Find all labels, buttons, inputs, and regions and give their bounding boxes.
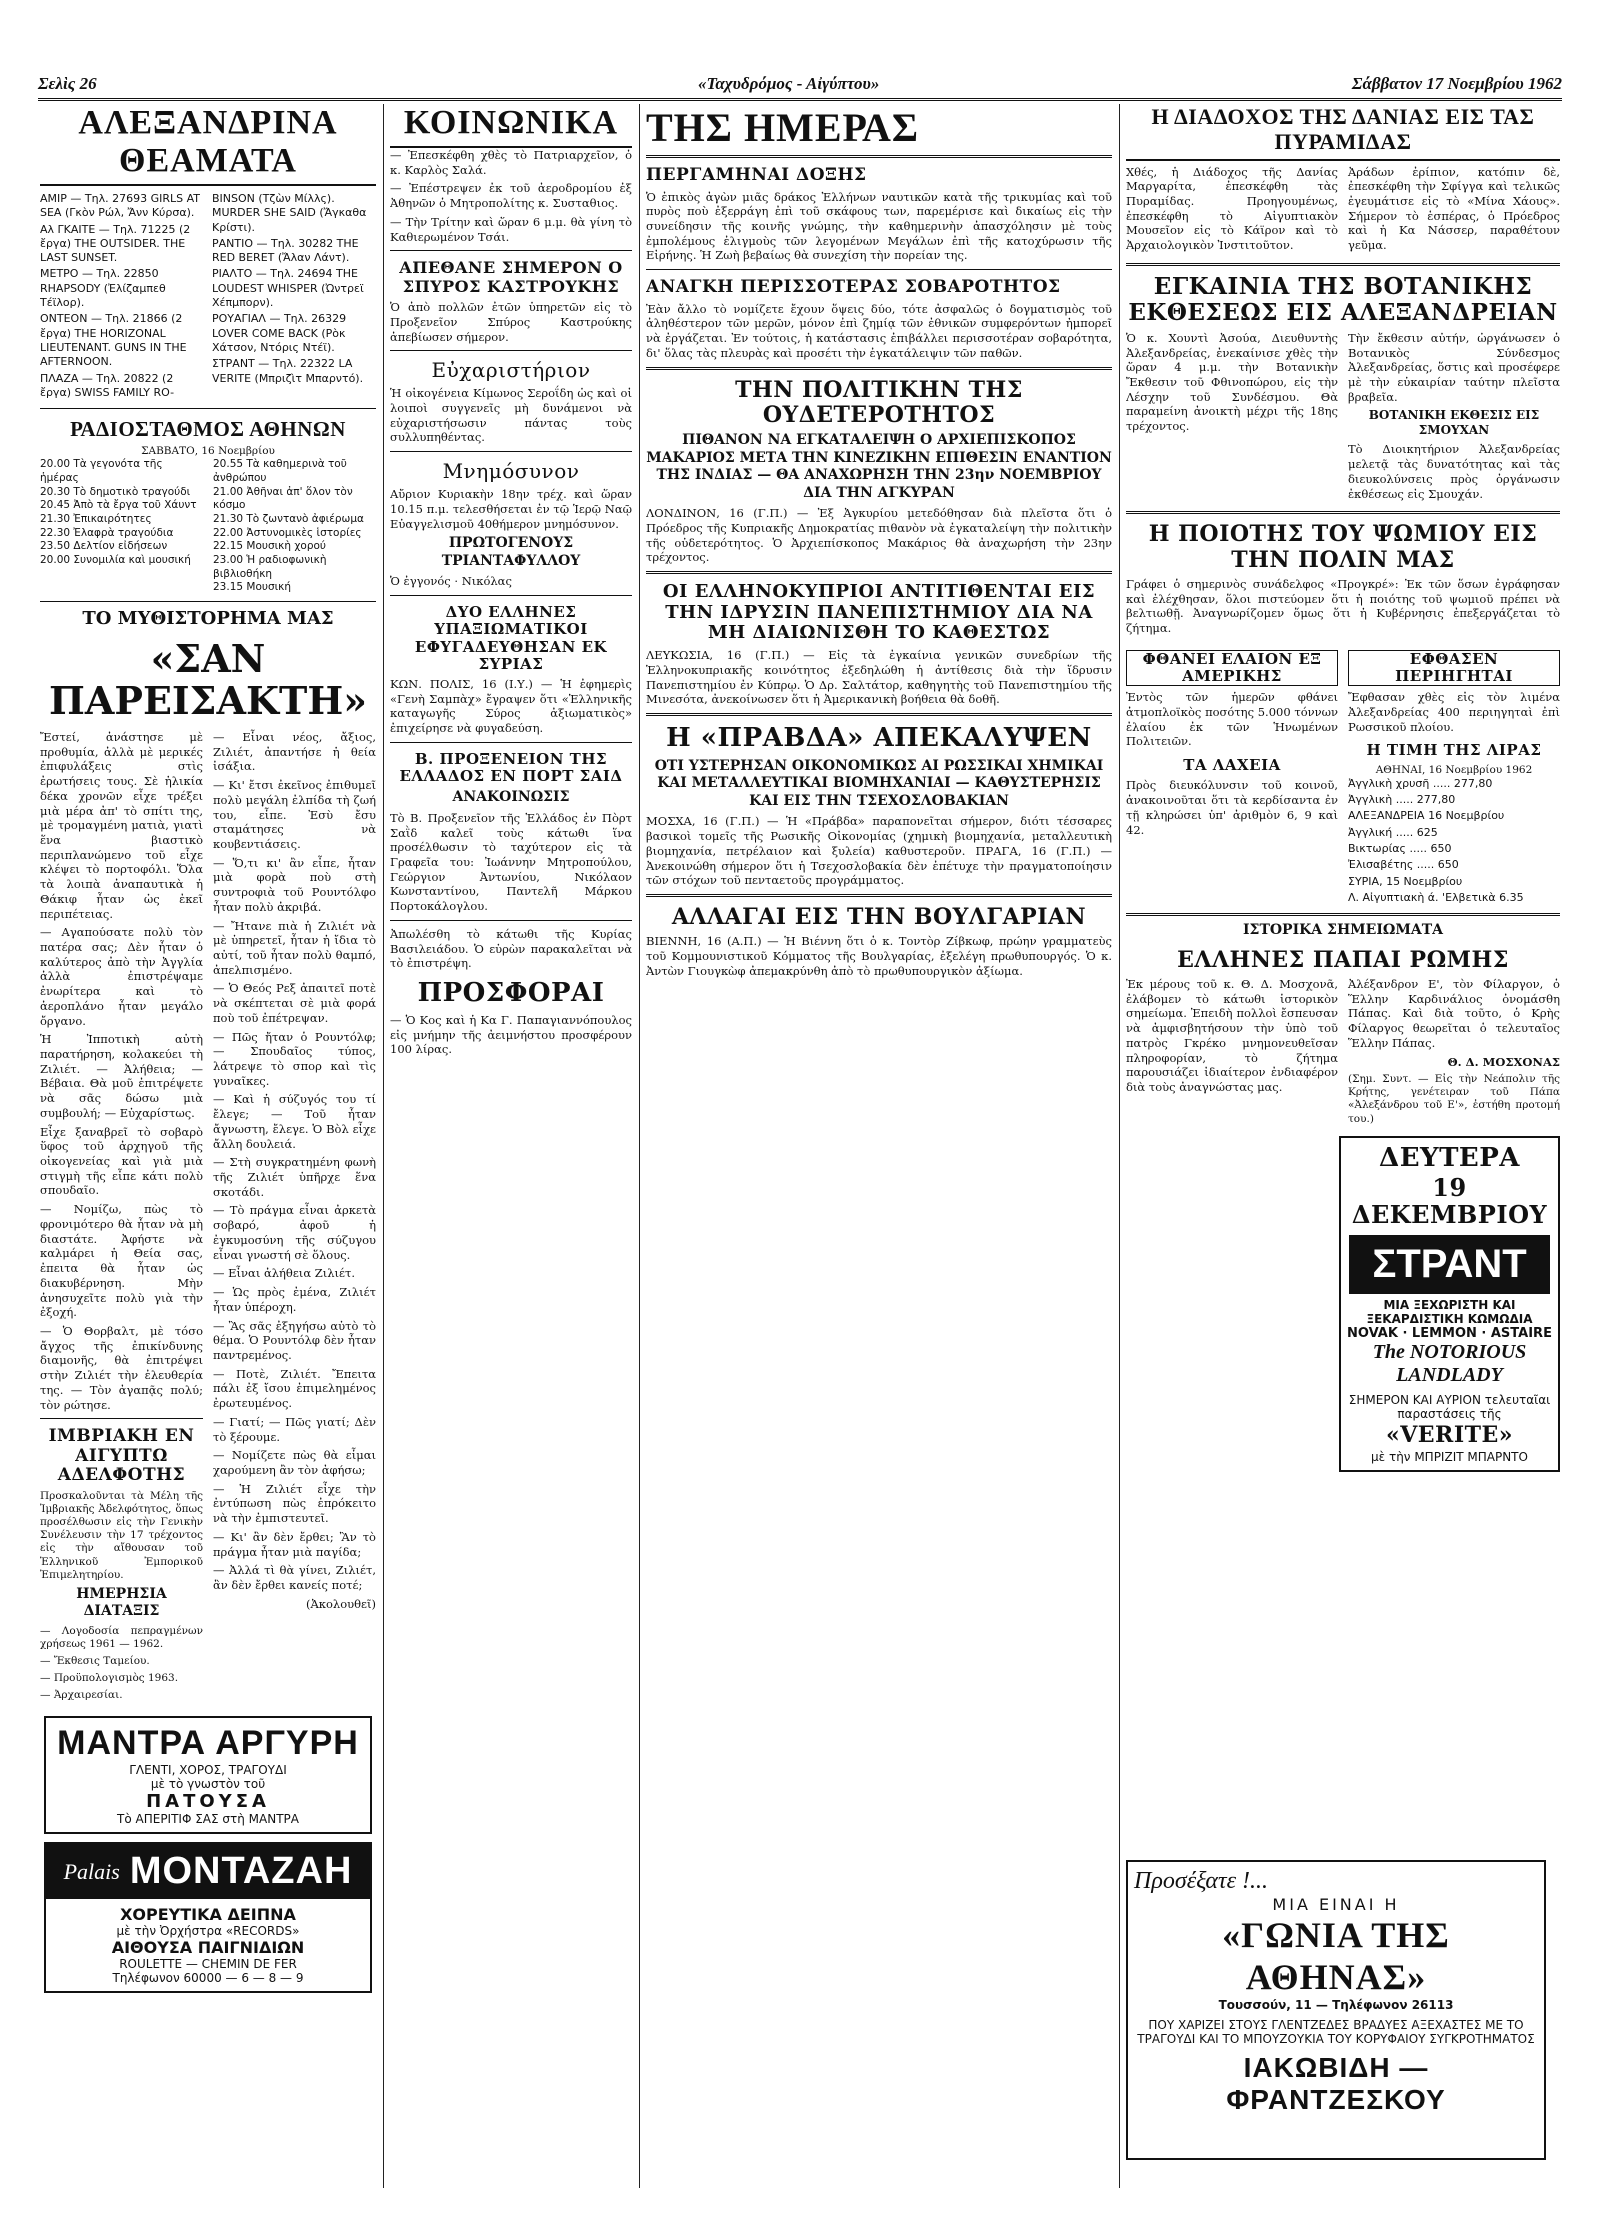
neutrality-subtitle: ΠΙΘΑΝΟΝ ΝΑ ΕΓΚΑΤΑΛΕΙΨΗ Ο ΑΡΧΙΕΠΙΣΚΟΠΟΣ ΜΑΚΑΡΙΟΣ ΜΕΤΑ ΤΗΝ ΚΙΝΕΖΙΚΗΝ ΕΠΙΘΕΣΙΝ ΕΝΑΝΤΙΟΝ ΤΗΣ ΙΝΔΙΑΣ — ΘΑ ΑΝΑΧΩΡΗΣΗ ΤΗΝ 23ην ΝΟΕΜΒΡΙΟΥ ΔΙΑ ΤΗΝ ΑΓΚΥΡΑΝ [646,432,1112,501]
novel-paragraph: — Ὁ Θεός Ρεξ ἀπαιτεῖ ποτὲ νὰ σκέπτεται σὲ μιὰ φορά ποὺ τοῦ ἐπέτρεψαν. [213,981,376,1025]
officers-title: ΔΥΟ ΕΛΛΗΝΕΣ ΥΠΑΞΙΩΜΑΤΙΚΟΙ ΕΦΥΓΑΔΕΥΘΗΣΑΝ ΕΚ ΣΥΡΙΑΣ [414,603,608,673]
editorial-title: ΠΕΡΓΑΜΗΝΑΙ ΔΟΞΗΣ [646,165,867,185]
athena-group: ΙΑΚΩΒΙΔΗ — ΦΡΑΝΤΖΕΣΚΟΥ [1226,2052,1446,2115]
strand-date: 19 ΔΕΚΕΜΒΡΙΟΥ [1351,1172,1548,1230]
novel-paragraph: — Τὸ πράγμα εἶναι ἀρκετὰ σοβαρό, ἀφοῦ ἡ ἐγκυμοσύνη τῆς σύζυγου εἶναι γνωστή σὲ ὅλους. [213,1203,376,1262]
offerings-title: ΠΡΟΣΦΟΡΑΙ [417,978,605,1009]
imbriaki-agenda-title: ΗΜΕΡΗΣΙΑ ΔΙΑΤΑΞΙΣ [76,1585,167,1620]
cinema-listing: BINSON (Τζὼν Μίλλς). MURDER SHE SAID (Ἄγκαθα Κρίστι). [212,192,367,234]
ad-mantra [44,1716,372,1834]
cinema-listing: ΡΟΥΑΓΙΑΛ — Τηλ. 26329 LOVER COME BACK (Ρὸκ Χάτσον, Ντόρις Ντέϊ). [212,312,347,354]
radio-item: 23.00 Ἡ ραδιοφωνικὴ βιβλιοθήκη [213,553,327,580]
section-title-social: ΚΟΙΝΩΝΙΚΑ [390,104,632,148]
bread-text: Γράφει ὁ σημερινὸς συνάδελφος «Προγκρέ»: Ἐκ τῶν ὅσων ἐγράφησαν καὶ ἐλέχθησαν, ὅλοι πιστεύομεν ὅτι ἡ ποιότης τοῦ ψωμιοῦ πρέπει νὰ βελτιωθῇ. Ἀναγνωρίζομεν ὅμως ὅτι ἡ Κυβέρνησις ἐπεξεργάζεται τὸ ζήτημα. [1126,576,1560,635]
novel-paragraph: Ἔστεί, ἀνάστησε μὲ προθυμία, ἀλλὰ μὲ μερικές ἐπιφυλάξεις στὶς ἐρωτήσεις τους. Σὲ ἡλικία δέκα χρονῶν εἶχε τρέξει μιὰ μέρα ἀπ' τὸ σπίτι της, μὲ τρομαγμένη ματιὰ, γιατὶ ἕνα βιαστικὸ περιπλανώμενο τοῦ εἶχε κλέψει τὸ πορτοφόλι. Ὅλα τὰ λοιπὰ ἀναπαυτικὰ ἡ Θάκιφ ἦταν ὡς ἐκεῖ περιπέτειας. [40,729,203,921]
radio-item: 23.50 Δελτίον εἰδήσεων [40,540,168,553]
thanks-text: Ἡ οἰκογένεια Κίμωνος Σεροΐδη ὡς καὶ οἱ λοιποὶ συγγενεῖς μὴ δυνάμενοι νὰ εὐχαριστήσωσιν πάντας τοὺς συλλυπηθέντας. [390,386,632,445]
radio-item: 23.15 Μουσική [213,581,292,594]
pravda-text: ΜΟΣΧΑ, 16 (Γ.Π.) — Ἡ «Πράβδα» παραπονεῖται σήμερον, διότι τέσσαρες βασικοὶ τομεῖς τῆς Ρωσικῆς Οἰκονομίας (χημικὴ βιομηχανία, μεταλλευτικὴ βιομηχανία, πετρέλαιον καὶ ξυλεία) καθυστεροῦν. ΠΡΑΓΑ, 16 (Γ.Π.) — Ἀνεκοινώθη σήμερον ὅτι ἡ Τσεχοσλοβακία δὲν ἐπέτυχε τὴν πραγματοποίησιν τῶν στόχων τοῦ πενταετοῦς προγράμματος. [646,814,1112,888]
palais-line: μὲ τὴν Ὀρχήστρα «RECORDS» [116,1924,300,1939]
cinema-listing: ΑΜΙΡ — Τηλ. 27693 GIRLS AT SEA (Γκὸν Ρώλ, Ἄνν Κύρσα). [40,192,200,220]
radio-item: 20.45 Ἀπὸ τὰ ἔργα τοῦ Χάυντ [40,499,197,512]
issue-date: Σάββατον 17 Νοεμβρίου 1962 [1351,74,1562,93]
cinema-listing: Αλ ΓΚΑΙΤΕ — Τηλ. 71225 (2 ἔργα) THE OUTSIDER. THE LAST SUNSET. [40,222,191,265]
novel-paragraph: — Νομίζω, πὼς τὸ φρονιμότερο θὰ ἦταν νὰ μὴ διαστάτε. Ἀφήστε νὰ καλμάρει ἡ Θεία σας, ἐπειτα θὰ ἦταν ὡς διακυβέρνηση. Μὴν ἀνησυχεῖτε πολὺ γιὰ τὴν ἐξοχή. [40,1202,203,1320]
novel-body [40,730,376,1706]
palais-line: Τηλέφωνον 60000 — 6 — 8 — 9 [112,1971,304,1986]
memorial-sign: Ὁ ἐγγονός · Νικόλας [390,574,512,589]
botanical-body [1126,331,1560,505]
section-title-day: ΤΗΣ ΗΜΕΡΑΣ [646,104,1112,158]
novel-paragraph: — Κι' ἔτσι ἐκεῖνος ἐπιθυμεῖ πολὺ μεγάλη ἐλπίδα τὴ ζωή του, εἶπε. Ἐσὺ ἔσυ σταμάτησες νὰ κουβεντιάσεις. [213,778,376,851]
novel-paragraph: — Εἶναι νέος, ἄξιος, Ζιλιέτ, ἀπαντήσε ἡ θεία ἰσάξια. [213,729,376,774]
athena-address: Τουσσούν, 11 — Τηλέφωνον 26113 [1218,1998,1454,2012]
botanical-notice: Τὸ Διοικητήριον Ἀλεξανδρείας μελετᾷ τὰς δυνατότητας καὶ τὰς διευκολύνσεις πρὸς ὀργάνωσιν ἐκθέσεως εἰς Σμουχάν. [1348,442,1560,501]
editorial-title: ΑΝΑΓΚΗ ΠΕΡΙΣΣΟΤΕΡΑΣ ΣΟΒΑΡΟΤΗΤΟΣ [646,277,1061,298]
page-number: Σελὶς 26 [38,74,97,93]
novel-paragraph: — Ὅ,τι κι' ἂν εἶπε, ἦταν μιὰ φορὰ ποὺ στὴ συντροφιὰ τοῦ Ρουντόλφο ἦταν πολὺ ἀκριβά. [213,855,376,914]
imbriaki-title: ΙΜΒΡΙΑΚΗ ΕΝ ΑΙΓΥΠΤΩ ΑΔΕΛΦΟΤΗΣ [48,1426,195,1486]
lira-row: ΑΛΕΞΑΝΔΡΕΙΑ 16 Νοεμβρίου [1348,809,1505,823]
neutrality-title: ΤΗΝ ΠΟΛΙΤΙΚΗΝ ΤΗΣ ΟΥΔΕΤΕΡΟΤΗΤΟΣ [735,376,1023,428]
novel-paragraph: — Ὡς πρὸς ἐμένα, Ζιλιέτ ἦταν ὑπέροχη. [213,1285,376,1314]
column-rule [639,104,640,2188]
consulate-text: Τὸ Β. Προξενεῖον τῆς Ἑλλάδος ἐν Πὸρτ Σαῒδ καλεῖ τοὺς κάτωθι ἵνα προσέλθωσιν τὸ ταχύτερον εἰς τὰ Γραφεῖα του: Ἰωάννην Μητροπούλου, Γεώργιον Ἀντωνίου, Νικόλαον Κωνσταντίνου, Παντελῆ Μάρκου Πορτοκάλογλου. [390,810,632,914]
imbriaki-text: Προσκαλοῦνται τὰ Μέλη τῆς Ἰμβριακῆς Ἀδελφότητος, ὅπως προσέλθωσιν εἰς τὴν Γενικὴν Συνέλευσιν τὴν 17 τρέχοντος εἰς τὴν αἴθουσαν τοῦ Ἑλληνικοῦ Ἐμπορικοῦ Ἐπιμελητηρίου. [40,1489,203,1581]
masthead [38,72,1562,101]
mantra-title: ΜΑΝΤΡΑ ΑΡΓΥΡΗ [57,1724,359,1763]
radio-schedule [40,458,376,594]
pravda-title: Η «ΠΡΑΒΔΑ» ΑΠΕΚΑΛΥΨΕΝ [666,722,1092,753]
radio-item: 21.30 Ἐπικαιρότητες [40,512,152,525]
cinema-listing: ΡΑΝΤΙΟ — Τηλ. 30282 THE RED BERET (Ἄλαν Λάντ). [212,236,359,265]
strand-stars: NOVAK · LEMMON · ASTAIRE [1347,1325,1552,1341]
palais-header [46,1844,370,1899]
cinema-listing: ΟΝΤΕΟΝ — Τηλ. 21866 (2 ἔργα) THE HORIZONAL LIEUTENANT. GUNS IN THE AFTERNOON. [40,312,187,369]
obituary-title: ΑΠΕΘΑΝΕ ΣΗΜΕΡΟΝ Ο ΣΠΥΡΟΣ ΚΑΣΤΡΟΥΚΗΣ [399,258,623,296]
strand-star: μὲ τὴν ΜΠΡΙΖΙΤ ΜΠΑΡΝΤΟ [1371,1450,1528,1465]
strand-film: The NOTORIOUS LANDLADY [1372,1340,1527,1386]
ad-strand [1339,1136,1560,1472]
novel-paragraph: Ἡ Ἰπποτικὴ αὐτὴ παρατήρηση, κολακεύει τὴ Ζιλιέτ. — Ἀλήθεια; — Βέβαια. Θὰ μοῦ ἐπιτρέψετε νὰ σᾶς δώσω μιὰ συμβουλή; — Εὐχαρίστως. [40,1032,203,1120]
palais-line: ROULETTE — CHEMIN DE FER [119,1957,297,1972]
radio-item: 20.00 Συνομιλία καὶ μουσική [40,553,191,566]
thanks-title: Εὐχαριστήριον [431,358,591,383]
column-rule [1119,104,1120,2188]
lira-row: Λ. Αἰγυπτιακὴ ά. 'Ελβετικὰ 6.35 [1348,890,1524,904]
cinema-listing: ΣΤΡΑΝΤ — Τηλ. 22322 LA VERITE (Μπριζὶτ Μπαρντό). [212,357,364,385]
history-signature: Θ. Δ. ΜΟΣΧΟΝΑΣ [1447,1054,1560,1069]
cinema-listing: ΡΙΑΛΤΟ — Τηλ. 24694 THE LOUDEST WHISPER (Ὠντρεϊ Χέπμπορν). [212,267,364,310]
section-title-theatres: ΑΛΕΞΑΝΔΡΙΝΑ ΘΕΑΜΑΤΑ [40,104,376,186]
athena-pre: Προσέξατε !... [1134,1868,1269,1894]
bulgaria-title: ΑΛΛΑΓΑΙ ΕΙΣ ΤΗΝ ΒΟΥΛΓΑΡΙΑΝ [671,903,1087,930]
novel-continued: (Ἀκολουθεῖ) [306,1596,376,1611]
botanical-text: Τὴν ἔκθεσιν αὐτήν, ὠργάνωσεν ὁ Βοτανικὸς Σύνδεσμος Ἀλεξανδρείας, ὅστις καὶ προσέφερε μὲ τὴν εὐκαιρίαν ταύτην πλεῖστα βραβεῖα. [1348,330,1560,404]
novel-paragraph: — Καὶ ἡ σύζυγός του τί ἔλεγε; — Τοῦ ἦταν ἄγνωστη, ἔλεγε. Ὁ Βὸλ εἶχε ἄλλη δουλειά. [213,1092,376,1151]
strand-today: ΣΗΜΕΡΟΝ ΚΑΙ ΑΥΡΙΟΝ τελευταῖαι παραστάσεις τῆς [1348,1392,1551,1421]
lira-title: Η ΤΙΜΗ ΤΗΣ ΛΙΡΑΣ [1366,741,1542,760]
novel-paragraph: — Στὴ συγκρατημένη φωνὴ τῆς Ζιλιέτ ὑπῆρχε ἕνα σκοτάδι. [213,1155,376,1199]
radio-item: 20.55 Τὰ καθημερινὰ τοῦ ἀνθρώπου [213,458,347,485]
princess-title: Η ΔΙΑΔΟΧΟΣ ΤΗΣ ΔΑΝΙΑΣ ΕΙΣ ΤΑΣ ΠΥΡΑΜΙΔΑΣ [1126,104,1560,161]
agenda-item: — Ἀρχαιρεσίαι. [40,1689,123,1702]
strand-date: ΔΕΥΤΕΡΑ [1379,1142,1520,1173]
palais-name: ΜΟΝΤΑΖΑΗ [129,1850,353,1893]
cyprus-title: ΟΙ ΕΛΛΗΝΟΚΥΠΡΙΟΙ ΑΝΤΙΤΙΘΕΝΤΑΙ ΕΙΣ ΤΗΝ ΙΔΡΥΣΙΝ ΠΑΝΕΠΙΣΤΗΜΙΟΥ ΔΙΑ ΝΑ ΜΗ ΔΙΑΙΩΝΙΣΘΗ ΤΟ ΚΑΘΕΣΤΩΣ [662,581,1096,644]
offerings-text: — Ὁ Κος καὶ ἡ Κα Γ. Παπαγιαννόπουλος εἰς μνήμην τῆς ἀειμνήστου προσφέρουν 100 λίρας. [390,1012,632,1057]
radio-item: 20.00 Τὰ γεγονότα τῆς ἡμέρας [40,458,163,485]
memorial-title: Μνημόσυνον [442,459,580,484]
column-rule [383,104,384,2188]
bread-title: Η ΠΟΙΟΤΗΣ ΤΟΥ ΨΩΜΙΟΥ ΕΙΣ ΤΗΝ ΠΟΛΙΝ ΜΑΣ [1148,521,1538,573]
lira-row: Ἀγγλική ..... 625 [1348,825,1438,839]
radio-item: 22.15 Μουσικὴ χορού [213,540,326,553]
lottery-title: ΤΑ ΛΑΧΕΙΑ [1183,756,1281,775]
lira-row: Ἐλισαβέτης ..... 650 [1348,858,1459,872]
palais-line: ΧΟΡΕΥΤΙΚΑ ΔΕΙΠΝΑ [120,1905,296,1925]
history-kicker: ΙΣΤΟΡΙΚΑ ΣΗΜΕΙΩΜΑΤΑ [1243,922,1443,939]
pravda-subtitle: ΟΤΙ ΥΣΤΕΡΗΣΑΝ ΟΙΚΟΝΟΜΙΚΩΣ ΑΙ ΡΩΣΣΙΚΑΙ ΧΗΜΙΚΑΙ ΚΑΙ ΜΕΤΑΛΛΕΥΤΙΚΑΙ ΒΙΟΜΗΧΑΝΙΑΙ — ΚΑΘΥΣΤΕΡΗΣΙΣ ΚΑΙ ΕΙΣ ΤΗΝ ΤΣΕΧΟΣΛΟΒΑΚΙΑΝ [654,757,1104,809]
news-briefs [1126,642,1560,907]
cinema-listing: ΠΛΑΖΑ — Τηλ. 20822 (2 ἔργα) SWISS FAMILY RO- [40,371,175,399]
memorial-text: Αὔριον Κυριακὴν 18ην τρέχ. καὶ ὥραν 10.15 π.μ. τελεσθήσεται ἐν τῷ Ἱερῷ Ναῷ Εὐαγγελισμοῦ 40θήμερον μνημόσυνον. [390,487,632,531]
bottom-ads [1126,1136,1560,1472]
strand-tagline: ΜΙΑ ΞΕΧΩΡΙΣΤΗ ΚΑΙ ΞΕΚΑΡΔΙΣΤΙΚΗ ΚΩΜΩΔΙΑ [1366,1297,1533,1326]
mantra-line: Τὸ ΑΠΕΡΙΤΙΦ ΣΑΣ στὴ ΜΑΝΤΡΑ [117,1812,299,1827]
radio-item: 20.30 Τὸ δημοτικὸ τραγούδι [40,485,191,498]
history-text: Ἀλέξανδρον Ε', τὸν Φίλαργον, ὁ Ἕλλην Καρδινάλιος ὀνομάσθη Πάπας. Καὶ διὰ τοῦτο, ὁ Κρὴς Φίλαργος θεωρεῖται ὁ τελευταῖος Ἕλλην Πάπας. [1348,976,1560,1050]
athena-text: ΠΟΥ ΧΑΡΙΖΕΙ ΣΤΟΥΣ ΓΛΕΝΤΖΕΔΕΣ ΒΡΑΔΥΕΣ ΑΞΕΧΑΣΤΕΣ ΜΕ ΤΟ ΤΡΑΓΟΥΔΙ ΚΑΙ ΤΟ ΜΠΟΥΖΟΥΚΙΑ ΤΟΥ ΚΟΡΥΦΑΙΟΥ ΣΥΓΚΡΟΤΗΜΑΤΟΣ [1137,2018,1535,2046]
editorial-text: Ὁ ἐπικὸς ἀγὼν μιᾶς δράκος Ἑλλήνων ναυτικῶν κατὰ τῆς τρικυμίας καὶ τοῦ πυρὸς ποὺ ἐξερράγη ἐπὶ τοῦ σκάφους των, παρεμέρισε καὶ δικαίως εἰς τὴν συνείδησιν τῆς κοινῆς γνώμης, τὴν καθημερινὴν ἀπασχόλησιν μὲ τοὺς ἐμπολέμους ἐλιγμοὺς τῶν λεγομένων Μεγάλων ἐπὶ τῆς κατοχύρωσιν τῆς Εἰρήνης. Ἡ Ζωὴ βεβαίως θὰ συνεχίση τὴν πορείαν της. [646,189,1112,263]
newspaper-name: «Ταχυδρόμος - Αἰγύπτου» [698,74,880,93]
princess-text: Χθές, ἡ Διάδοχος τῆς Δανίας Μαργαρίτα, ἐπεσκέφθη τὰς Πυραμίδας. Προηγουμένως, ἐπεσκέφθη τὸ Αἰγυπτιακὸν Μουσεῖον εἰς τὸ Κάϊρον καὶ τὸ Ἀρχαιολογικὸν Ἰνστιτοῦτον. [1126,164,1338,253]
novel-paragraph: — Εἶναι ἀλήθεια Ζιλιέτ. [213,1266,356,1281]
radio-item: 21.00 Ἀθῆναι ἀπ' ὅλον τὸν κόσμο [213,485,353,512]
strand-logo: ΣΤΡΑΝΤ [1349,1235,1549,1294]
radio-title: ΡΑΔΙΟΣΤΑΘΜΟΣ ΑΘΗΝΩΝ [70,417,346,442]
novel-paragraph: — Πῶς ἤταν ὁ Ρουντόλφ; — Σπουδαῖος τύπος, λάτρεψε τὸ σπορ καὶ τὶς γυναῖκες. [213,1029,376,1088]
officers-text: ΚΩΝ. ΠΟΛΙΣ, 16 (Ι.Υ.) — Ἡ ἐφημερὶς «Γενὴ Σαμπὰχ» ἔγραψεν ὅτι «Ἑλληνικῆς καταγωγῆς Σύρος ἀξιωματικὸς» ἐπιχείρησε νὰ φυγαδεύση. [390,677,632,736]
novel-paragraph: — Αγαπούσατε πολὺ τὸν πατέρα σας; Δὲν ἦταν ὁ καλύτερος ἀπὸ τὴν Ἀγγλία ἀλλὰ ἐπιστρέψαμε ἐνωρίτερα καὶ τὸ ἀεροπλάνο ἦταν μεγάλο ὄργανο. [40,925,203,1028]
princess-body [1126,165,1560,257]
history-body [1126,977,1560,1130]
novel-kicker: ΤΟ ΜΥΘΙΣΤΟΡΗΜΑ ΜΑΣ [82,607,334,629]
bulgaria-text: ΒΙΕΝΝΗ, 16 (Α.Π.) — Ἡ Βιέννη ὅτι ὁ κ. Τοντὸρ Ζίβκωφ, πρώην γραμματεὺς τοῦ Κομμουνιστικοῦ Κόμματος τῆς Βουλγαρίας, ἐξελέγη πρωθυπουργός. Ὁ κ. Ἀντὼν Γιουγκὼφ ἀπεμακρύνθη ἀπὸ τὸ πρωθυπουργικὸν ἀξίωμα. [646,934,1112,978]
novel-paragraph: — Νομίζετε πὼς θὰ εἶμαι χαρούμενη ἂν τὸν ἀφήσω; [213,1448,376,1477]
column-social [390,104,632,2184]
tourists-title: ΕΦΘΑΣΕΝ ΠΕΡΙΗΓΗΤΑΙ [1348,650,1560,687]
lira-row: ΣΥΡΙΑ, 15 Νοεμβρίου [1348,874,1463,888]
oil-title: ΦΘΑΝΕΙ ΕΛΑΙΟΝ ΕΞ ΑΜΕΡΙΚΗΣ [1126,650,1338,687]
ad-gonia-athinas [1126,1860,1546,2160]
history-text: Ἐκ μέρους τοῦ κ. Θ. Δ. Μοσχονᾶ, ἐλάβομεν τὸ κάτωθι ἱστορικὸν σημείωμα. Ἐπειδὴ πολλοὶ ἔσπευσαν νὰ ἀμφισβητήσουν τὴν ὑπὸ τοῦ πατρὸς Γκρέκο μνημονευθεῖσαν πληροφορίαν, τὸ ζήτημα παρουσιάζει ἰδιαίτερον ἐνδιαφέρον διὰ τοὺς ἀναγνώστας μας. [1126,976,1338,1094]
radio-item: 21.30 Τὸ ζωντανὸ ἀφιέρωμα [213,512,364,525]
mantra-line: ΓΛΕΝΤΙ, ΧΟΡΟΣ, ΤΡΑΓΟΥΔΙ [129,1763,287,1778]
novel-paragraph: — Ποτὲ, Ζιλιέτ. Ἔπειτα πάλι ἐξ ἴσου ἐπιμελημένος ἐρωτευμένος. [213,1366,376,1411]
tourists-text: Ἔφθασαν χθὲς εἰς τὸν λιμένα Ἀλεξανδρείας 400 περιηγηταὶ ἐπὶ Ρωσσικοῦ πλοίου. [1348,690,1560,734]
oil-text: Ἐντὸς τῶν ἡμερῶν φθάνει ἀτμοπλοϊκὸς ποσότης 5.000 τόννων ἐλαίου ἐκ τῶν Ἡνωμένων Πολιτειῶν. [1126,690,1338,749]
history-note: (Σημ. Συντ. — Εἰς τὴν Νεάπολιν τῆς Κρήτης, γενέτειραν τοῦ Πάπα «Ἀλεξάνδρου τοῦ Ε'», ἐστήθη προτομή του.) [1348,1073,1560,1125]
social-item: — Ἐπεσκέφθη χθὲς τὸ Πατριαρχεῖον, ὁ κ. Καρλὸς Σαλά. [390,148,632,177]
radio-item: 22.00 Ἀστυνομικὲς ἱστορίες [213,526,362,539]
agenda-item: — Προϋπολογισμὸς 1963. [40,1672,179,1685]
strand-verite: «VERITE» [1385,1421,1514,1448]
novel-paragraph: — Ἡ Ζιλιέτ εἶχε τὴν ἐντύπωση πὼς ἐπρόκειτο νὰ τὴν ἐμπιστευτεῖ. [213,1481,376,1526]
lira-row: Ἀγγλικὴ χρυσῆ ..... 277,80 [1348,776,1493,790]
athena-line: ΜΙΑ ΕΙΝΑΙ Η [1272,1895,1400,1914]
botanical-notice-title: ΒΟΤΑΝΙΚΗ ΕΚΘΕΣΙΣ ΕΙΣ ΣΜΟΥΧΑΝ [1368,408,1540,438]
novel-paragraph: — Κι' ἂν δὲν ἔρθει; Ἂν τὸ πράγμα ἦταν μιὰ παγίδα; [213,1529,376,1559]
cinema-listing: ΜΕΤΡΟ — Τηλ. 22850 RHAPSODY (Ἐλίζαμπεθ Τέϊλορ). [40,267,166,310]
radio-date: ΣΑΒΒΑΤΟ, 16 Νοεμβρίου [141,445,275,458]
botanical-title: ΕΓΚΑΙΝΙΑ ΤΗΣ ΒΟΤΑΝΙΚΗΣ ΕΚΘΕΣΕΩΣ ΕΙΣ ΑΛΕΞΑΝΔΡΕΙΑΝ [1128,272,1558,327]
obituary-text: Ὁ ἀπὸ πολλῶν ἐτῶν ὑπηρετῶν εἰς τὸ Προξενεῖον Σπύρος Καστρούκης ἀπεβίωσεν σήμερον. [390,300,632,344]
athena-name: «ΓΩΝΙΑ ΤΗΣ ΑΘΗΝΑΣ» [1222,1915,1450,1997]
princess-text: Ἀράδων ἐρίπιον, κατόπιν δὲ, ἐπεσκέφθη τὴν Σφίγγα καὶ τελικῶς ἐγευμάτισε εἰς τὸ «Μίνα Χάους». Σήμερον τὸ ἑσπέρας, ὁ Πρόεδρος καὶ ἡ Κα Νάσσερ, παραθέτουν γεῦμα. [1348,164,1560,253]
novel-paragraph: — Ἀλλά τὶ θὰ γίνει, Ζιλιέτ, ἂν δὲν ἔρθει κανείς ποτέ; [213,1563,376,1593]
radio-item: 22.30 Ἐλαφρὰ τραγούδια [40,526,174,539]
botanical-text: Ὁ κ. Χουντὶ Ἀσούα, Διευθυντὴς Ἀλεξανδρείας, ἐνεκαίνισε χθὲς τὴν ὥραν 4 μ.μ. τὴν Βοτανικὴν Ἔκθεσιν τοῦ Φθινοπώρου, εἰς τὴν Λέσχην τοῦ Συνδέσμου. Θὰ παραμείνη ἀνοικτὴ μέχρι τῆς 18ης τρέχοντος. [1126,330,1338,434]
editorial-text: Ἐὰν ἄλλο τὸ νομίζετε ἔχουν ὅψεις δύο, τότε ἀσφαλῶς ὁ δογματισμὸς τοῦ ἀληθέστερον τῶν μερῶν, μόνον ἐπὶ ζημίᾳ τῶν ἐθνικῶν συμφερόντων ἠμπορεῖ νὰ ἐργάζεται. Ἐν τούτοις, ἡ κατάστασις ἐπιβάλλει περισσοτέραν σοβαρότητα, δι' ὅλας τὰς πλευρὰς καὶ προσέτι τὴν ἐγκατάλειψιν τῶν παθῶν. [646,301,1112,360]
cinema-listings [40,192,376,402]
mantra-line: ΠΑΤΟΥΣΑ [146,1791,270,1813]
lira-table [1348,777,1560,905]
novel-paragraph: — Ἤτανε πιὰ ἡ Ζιλιέτ νὰ μὲ ὑπηρετεῖ, ἦταν ἡ ἴδια τὸ αὐτί, τοῦ ἦταν πολὺ θαμπό, ἀπελπισμένο. [213,918,376,977]
palais-line: ΑΙΘΟΥΣΑ ΠΑΙΓΝΙΔΙΩΝ [111,1938,305,1958]
column-news [646,104,1112,2184]
lost-notice: Ἀπωλέσθη τὸ κάτωθι τῆς Κυρίας Βασιλειάδου. Ὁ εὑρὼν παρακαλεῖται νὰ τὸ ἐπιστρέψη. [390,926,632,971]
mantra-line: μὲ τὸ γνωστὸν τοῦ [150,1777,266,1792]
novel-title: «ΣΑΝ ΠΑΡΕΙΣΑΚΤΗ» [49,636,367,724]
ad-palais-montazah [44,1842,372,1993]
consulate-subtitle: ΑΝΑΚΟΙΝΩΣΙΣ [452,789,570,806]
novel-paragraph: — Γιατί; — Πῶς γιατί; Δὲν τὸ ξέρουμε. [213,1414,376,1444]
novel-paragraph: Εἶχε ξαναβρεῖ τὸ σοβαρὸ ὕφος τοῦ ἀρχηγοῦ τῆς οἰκογενείας καὶ γιὰ μιὰ στιγμὴ τῆς εἶπε κάτι πολὺ σπουδαῖο. [40,1124,203,1198]
lottery-text: Πρὸς διευκόλυνσιν τοῦ κοινοῦ, ἀνακοινοῦται ὅτι τὰ κερδίσαντα ἐν τῇ κληρώσει ὑπ' ἀριθμὸν 6, 9 καὶ 42. [1126,778,1338,837]
agenda-item: — Ἔκθεσις Ταμείου. [40,1655,150,1668]
column-entertainment [40,104,376,2184]
history-title: ΕΛΛΗΝΕΣ ΠΑΠΑΙ ΡΩΜΗΣ [1177,946,1509,973]
agenda-item: — Λογοδοσία πεπραγμένων χρήσεως 1961 — 1962. [40,1624,203,1650]
consulate-title: Β. ΠΡΟΞΕΝΕΙΟΝ ΤΗΣ ΕΛΛΑΔΟΣ ΕΝ ΠΟΡΤ ΣΑΙΔ [399,749,623,786]
novel-paragraph: — Ἂς σᾶς ἐξηγήσω αὐτὸ τὸ θέμα. Ὁ Ρουντόλφ δὲν ἦταν παντρεμένος. [213,1318,376,1362]
lira-date: ΑΘΗΝΑΙ, 16 Νοεμβρίου 1962 [1375,763,1533,776]
lira-row: Ἀγγλικὴ ..... 277,80 [1348,793,1456,807]
memorial-name: ΠΡΩΤΟΓΕΝΟΥΣ ΤΡΙΑΝΤΑΦΥΛΛΟΥ [441,535,581,569]
palais-label: Palais [63,1858,120,1884]
social-item: — Ἐπέστρεψεν ἐκ τοῦ ἀεροδρομίου ἐξ Ἀθηνῶν ὁ Μητροπολίτης κ. Συσταθιος. [390,181,632,211]
social-item: — Τὴν Τρίτην καὶ ὥραν 6 μ.μ. θὰ γίνη τὸ Καθιερωμένον Τσάι. [390,214,632,244]
lira-row: Βικτωρίας ..... 650 [1348,841,1452,855]
cyprus-text: ΛΕΥΚΩΣΙΑ, 16 (Γ.Π.) — Εἰς τὰ ἐγκαίνια γενικῶν συνεδρίων τῆς Ἑλληνοκυπριακῆς κοινότητος ἐξεδηλώθη ἡ ἀντίθεσις διὰ τὴν ἵδρυσιν Πανεπιστημίου ἐν Κύπρῳ. Ὁ Δρ. Σαλτάτορ, καθηγητὴς τοῦ Πανεπιστημίου τῆς Μινεσότα, ἀνεκοίνωσεν ὅτι ἡ Ἀμερικανικὴ βοήθεια θὰ δοθῆ. [646,648,1112,707]
neutrality-text: ΛΟΝΔΙΝΟΝ, 16 (Γ.Π.) — Ἐξ Ἀγκυρίου μετεδόθησαν διὰ πλεῖστα ὅτι ὁ Πρόεδρος τῆς Κυπριακῆς Δημοκρατίας πιθανὸν νὰ ἐγκαταλείψη τὴν πολιτικὴν τῆς οὐδετερότητος. Ὁ Ἀρχιεπίσκοπος Μακάριος θὰ ἀναχωρήση τὴν 23ην τρέχοντος. [646,506,1112,565]
novel-paragraph: — Ὁ Θορβαλτ, μὲ τόσο ἄγχος τῆς ἐπικίνδυνης διαμονῆς, θὰ ἐπιτρέψει στὴν Ζιλιέτ τὴν ἐλευθερία της. — Τὸν ἀγαπᾷς πολύ; τὸν ρώτησε. [40,1323,203,1412]
